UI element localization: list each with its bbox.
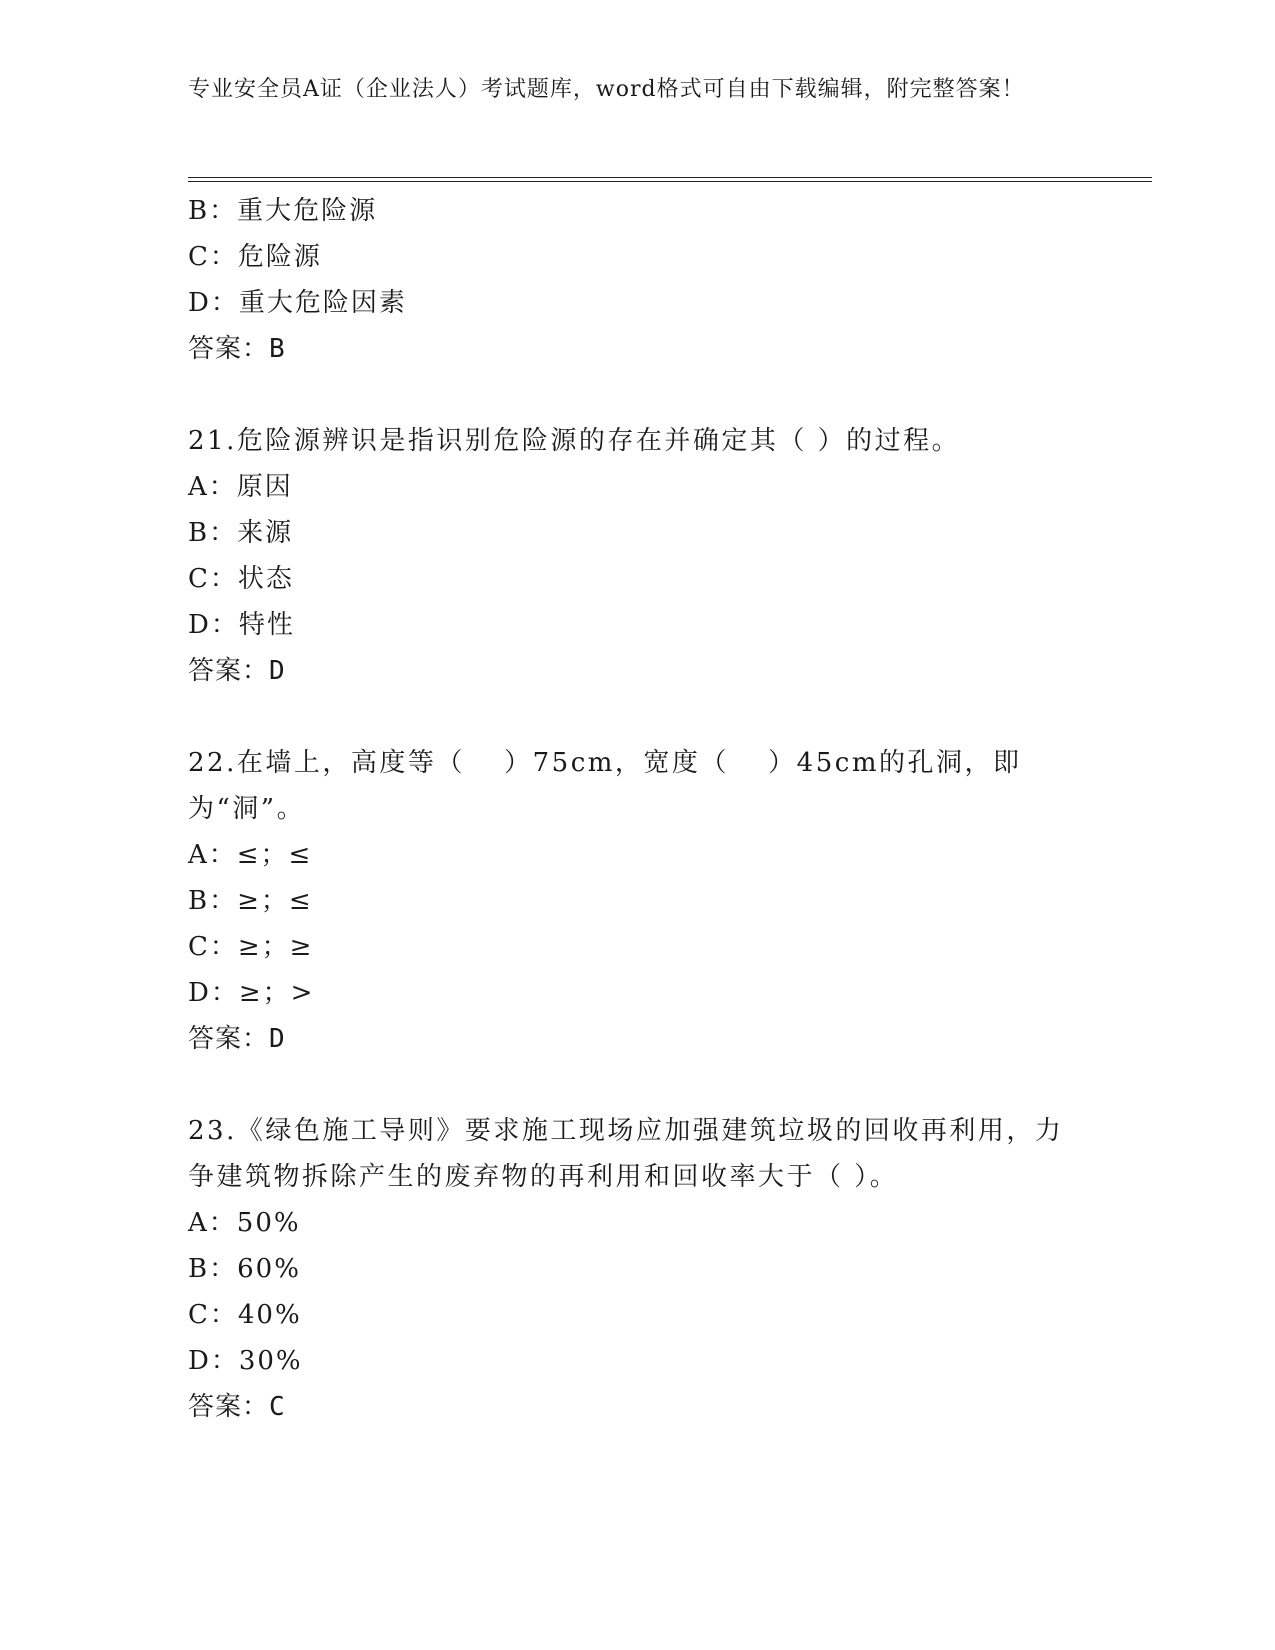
answer-line: 答案：D <box>188 1024 286 1054</box>
option-c: C：状态 <box>188 564 294 594</box>
answer-line: 答案：B <box>188 334 286 364</box>
option-c: C：≥；≥ <box>188 932 314 962</box>
spacer <box>188 694 1088 740</box>
header-rule-top <box>188 177 1152 178</box>
question-text: 22.在墙上，高度等（ ）75cm，宽度（ ）45cm的孔洞，即为“洞”。 <box>188 748 1022 824</box>
answer-line: 答案：D <box>188 656 286 686</box>
option-a: A：≤；≤ <box>188 840 313 870</box>
question-23 <box>188 1108 1088 1430</box>
option-d: D：特性 <box>188 610 295 640</box>
question-text: 23.《绿色施工导则》要求施工现场应加强建筑垃圾的回收再利用，力争建筑物拆除产生的废弃物的再利用和回收率大于（ ）。 <box>188 1116 1064 1192</box>
option-b: B：重大危险源 <box>188 196 378 226</box>
option-b: B：60% <box>188 1254 301 1284</box>
question-list <box>188 188 1088 1430</box>
option-d: D：重大危险因素 <box>188 288 407 318</box>
option-c: C：危险源 <box>188 242 322 272</box>
spacer <box>188 1062 1088 1108</box>
option-d: D：30% <box>188 1346 303 1376</box>
option-b: B：≥；≤ <box>188 886 313 916</box>
question-20-tail <box>188 188 1088 372</box>
document-header: 专业安全员A证（企业法人）考试题库，word格式可自由下载编辑，附完整答案！ <box>188 77 1025 102</box>
option-c: C：40% <box>188 1300 302 1330</box>
question-21 <box>188 418 1088 694</box>
option-d: D：≥；> <box>188 978 315 1008</box>
option-a: A：50% <box>188 1208 301 1238</box>
spacer <box>188 372 1088 418</box>
question-22 <box>188 740 1088 1062</box>
question-text: 21.危险源辨识是指识别危险源的存在并确定其（ ）的过程。 <box>188 426 961 456</box>
header-rule-bottom <box>188 181 1152 182</box>
answer-line: 答案：C <box>188 1392 286 1422</box>
option-b: B：来源 <box>188 518 294 548</box>
option-a: A：原因 <box>188 472 293 502</box>
